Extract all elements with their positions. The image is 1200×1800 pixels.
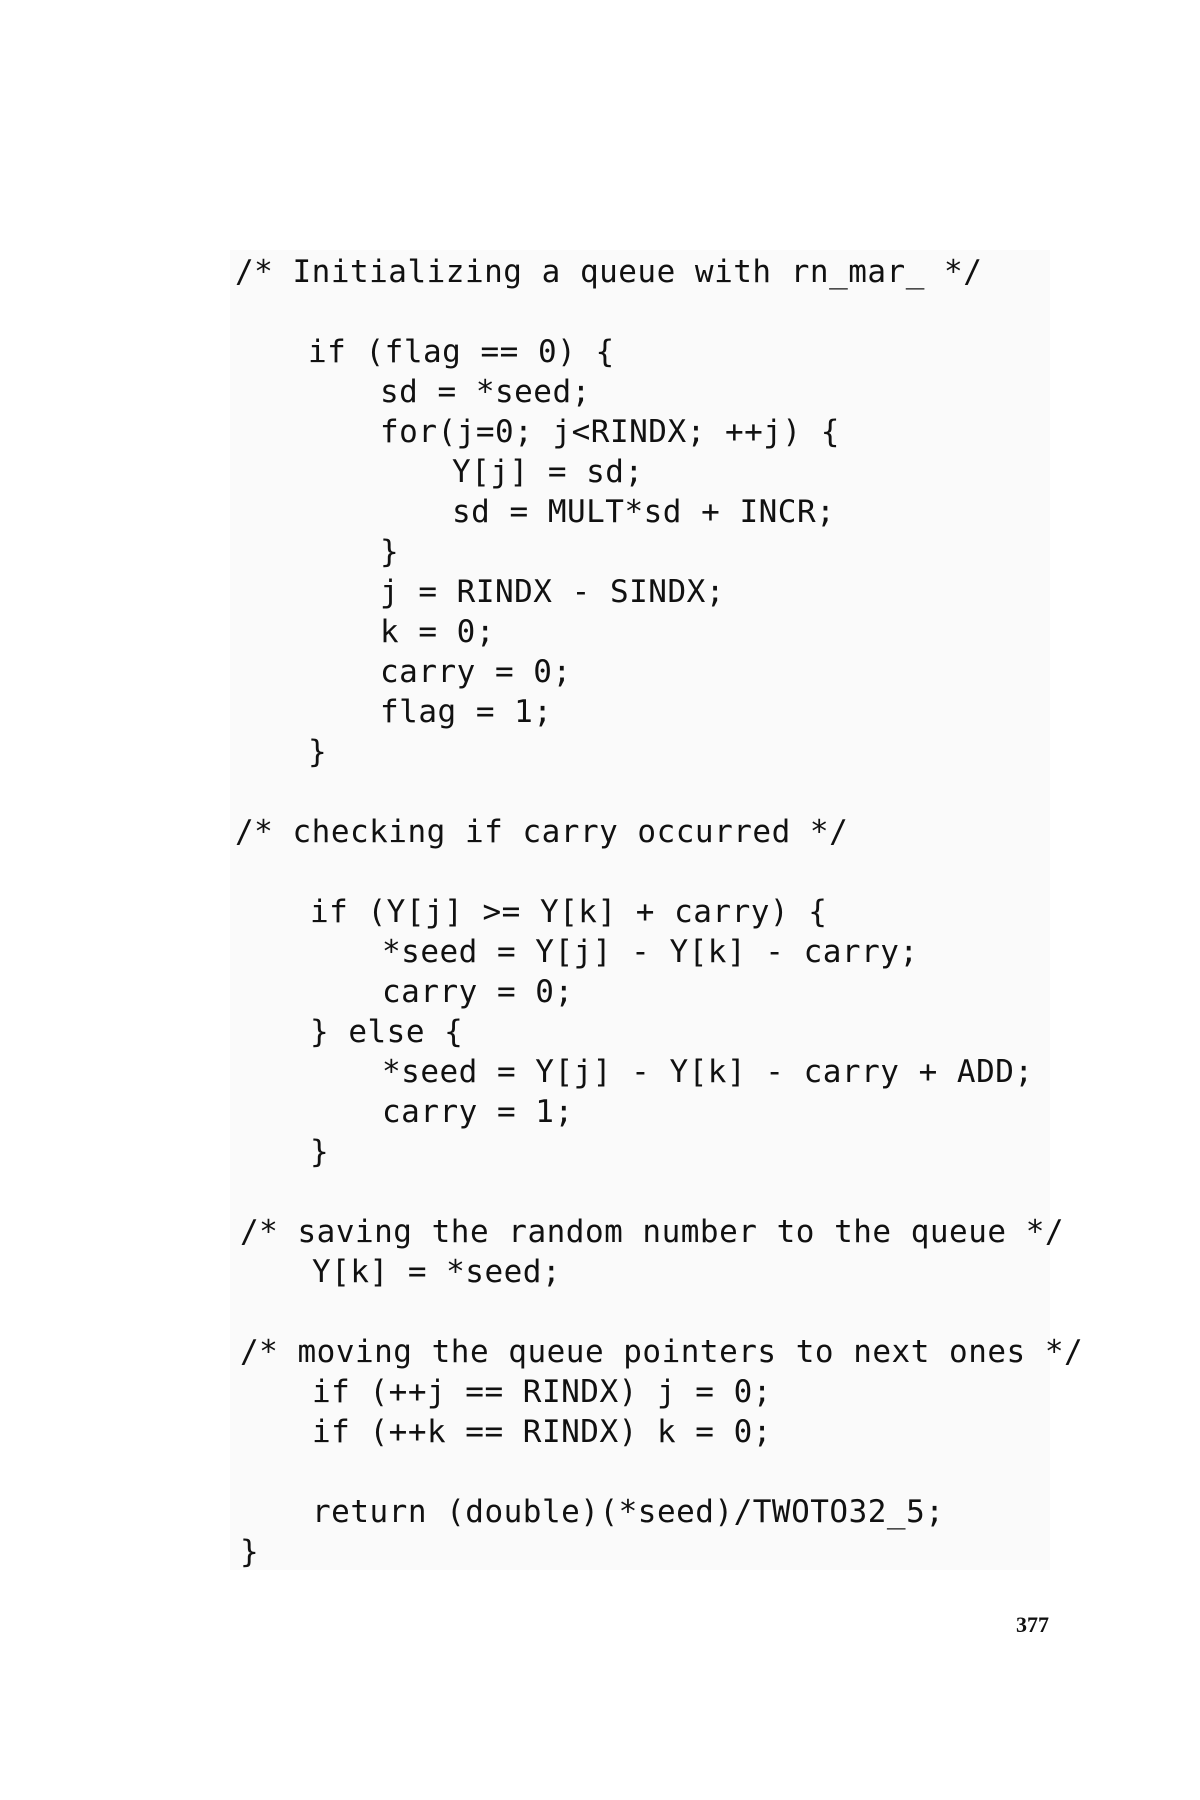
code-line: Y[k] = *seed; bbox=[312, 1254, 562, 1290]
code-line: Y[j] = sd; bbox=[452, 454, 644, 490]
code-line: for(j=0; j<RINDX; ++j) { bbox=[380, 414, 840, 450]
code-line: } else { bbox=[310, 1014, 464, 1050]
code-line: if (++j == RINDX) j = 0; bbox=[312, 1374, 772, 1410]
code-line: sd = MULT*sd + INCR; bbox=[452, 494, 836, 530]
comment-moving-pointers: /* moving the queue pointers to next ones */ bbox=[240, 1334, 1084, 1370]
code-line: sd = *seed; bbox=[380, 374, 591, 410]
comment-checking-carry: /* checking if carry occurred */ bbox=[235, 814, 849, 850]
code-line: carry = 0; bbox=[380, 654, 572, 690]
code-line: j = RINDX - SINDX; bbox=[380, 574, 725, 610]
code-line: } bbox=[310, 1134, 330, 1170]
code-line: } bbox=[240, 1534, 260, 1570]
comment-initializing-queue: /* Initializing a queue with rn_mar_ */ bbox=[235, 254, 983, 290]
code-line: if (flag == 0) { bbox=[308, 334, 615, 370]
comment-saving-random-number: /* saving the random number to the queue */ bbox=[240, 1214, 1065, 1250]
code-line: carry = 1; bbox=[382, 1094, 574, 1130]
code-line: return (double)(*seed)/TWOTO32_5; bbox=[312, 1494, 945, 1530]
code-line: flag = 1; bbox=[380, 694, 553, 730]
code-line: *seed = Y[j] - Y[k] - carry; bbox=[382, 934, 919, 970]
code-line: *seed = Y[j] - Y[k] - carry + ADD; bbox=[382, 1054, 1034, 1090]
code-line: k = 0; bbox=[380, 614, 495, 650]
code-line: if (Y[j] >= Y[k] + carry) { bbox=[310, 894, 828, 930]
code-line: if (++k == RINDX) k = 0; bbox=[312, 1414, 772, 1450]
page-number: 377 bbox=[1016, 1612, 1049, 1637]
code-line: } bbox=[308, 734, 328, 770]
code-line: carry = 0; bbox=[382, 974, 574, 1010]
code-line: } bbox=[380, 534, 400, 570]
